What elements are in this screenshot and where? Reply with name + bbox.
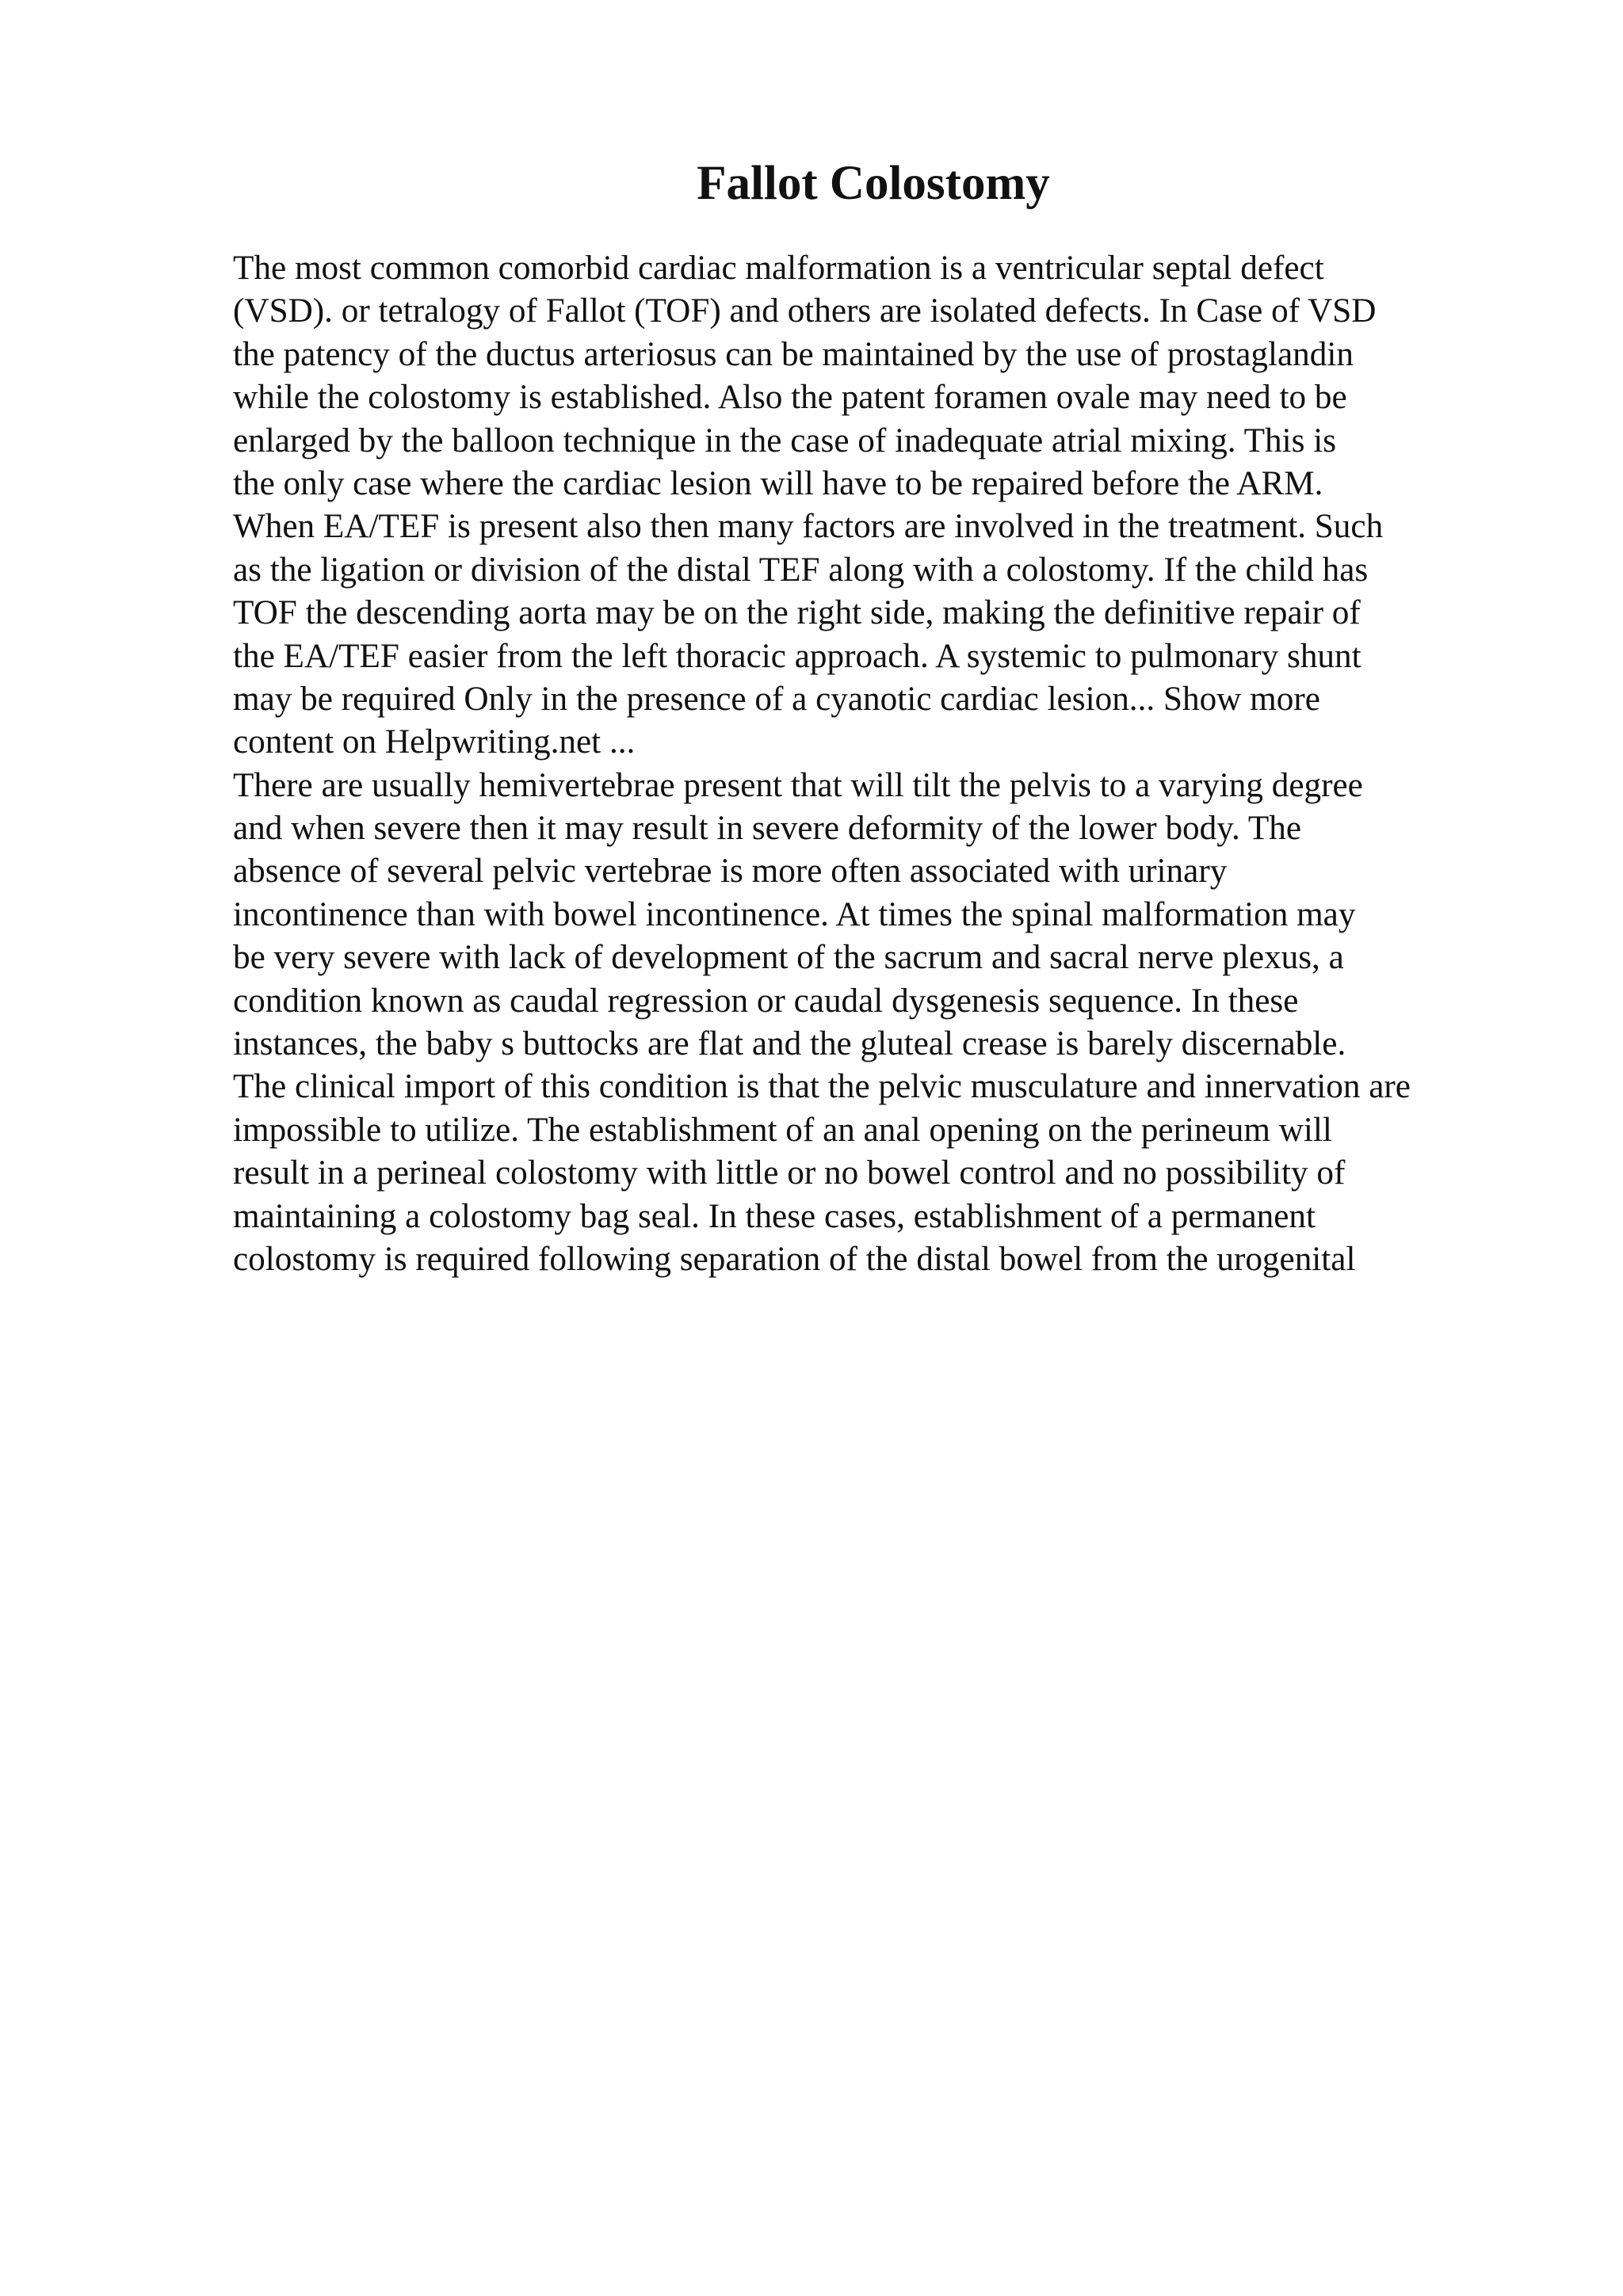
text-line: colostomy is required following separation of the distal bowel from the urogenital: [233, 1240, 1356, 1278]
text-line: enlarged by the balloon technique in the case of inadequate atrial mixing. This is: [233, 421, 1336, 460]
text-line: impossible to utilize. The establishment of an anal opening on the perineum will: [233, 1111, 1332, 1149]
text-line: maintaining a colostomy bag seal. In these cases, establishment of a permanent: [233, 1197, 1316, 1235]
text-line: (VSD). or tetralogy of Fallot (TOF) and others are isolated defects. In Case of VSD: [233, 292, 1377, 330]
text-line: as the ligation or division of the distal TEF along with a colostomy. If the child has: [233, 551, 1369, 589]
text-line: the patency of the ductus arteriosus can be maintained by the use of prostaglandin: [233, 335, 1354, 373]
text-line: TOF the descending aorta may be on the right side, making the definitive repair of: [233, 594, 1361, 632]
page-title: Fallot Colostomy: [697, 157, 1050, 210]
text-line: while the colostomy is established. Also the patent foramen ovale may need to be: [233, 379, 1347, 417]
document-body: [233, 247, 1596, 1281]
text-line: and when severe then it may result in severe deformity of the lower body. The: [233, 810, 1301, 848]
text-line: be very severe with lack of development of the sacrum and sacral nerve plexus, a: [233, 939, 1344, 977]
text-line: the EA/TEF easier from the left thoracic approach. A systemic to pulmonary shunt: [233, 637, 1361, 675]
text-line: may be required Only in the presence of a cyanotic cardiac lesion... Show more: [233, 680, 1320, 718]
text-line: the only case where the cardiac lesion will have to be repaired before the ARM.: [233, 464, 1323, 502]
text-line: absence of several pelvic vertebrae is more often associated with urinary: [233, 852, 1228, 891]
text-line: result in a perineal colostomy with little or no bowel control and no possibility of: [233, 1154, 1346, 1192]
text-line: The clinical import of this condition is that the pelvic musculature and innervation are: [233, 1068, 1411, 1106]
text-line: content on Helpwriting.net ...: [233, 723, 636, 761]
text-line: instances, the baby s buttocks are flat and the gluteal crease is barely discernable.: [233, 1025, 1346, 1063]
text-line: When EA/TEF is present also then many factors are involved in the treatment. Such: [233, 508, 1384, 546]
text-line: There are usually hemivertebrae present that will tilt the pelvis to a varying degree: [233, 766, 1363, 804]
text-line: incontinence than with bowel incontinence. At times the spinal malformation may: [233, 895, 1356, 933]
text-line: The most common comorbid cardiac malformation is a ventricular septal defect: [233, 250, 1324, 287]
text-line: condition known as caudal regression or caudal dysgenesis sequence. In these: [233, 982, 1299, 1020]
